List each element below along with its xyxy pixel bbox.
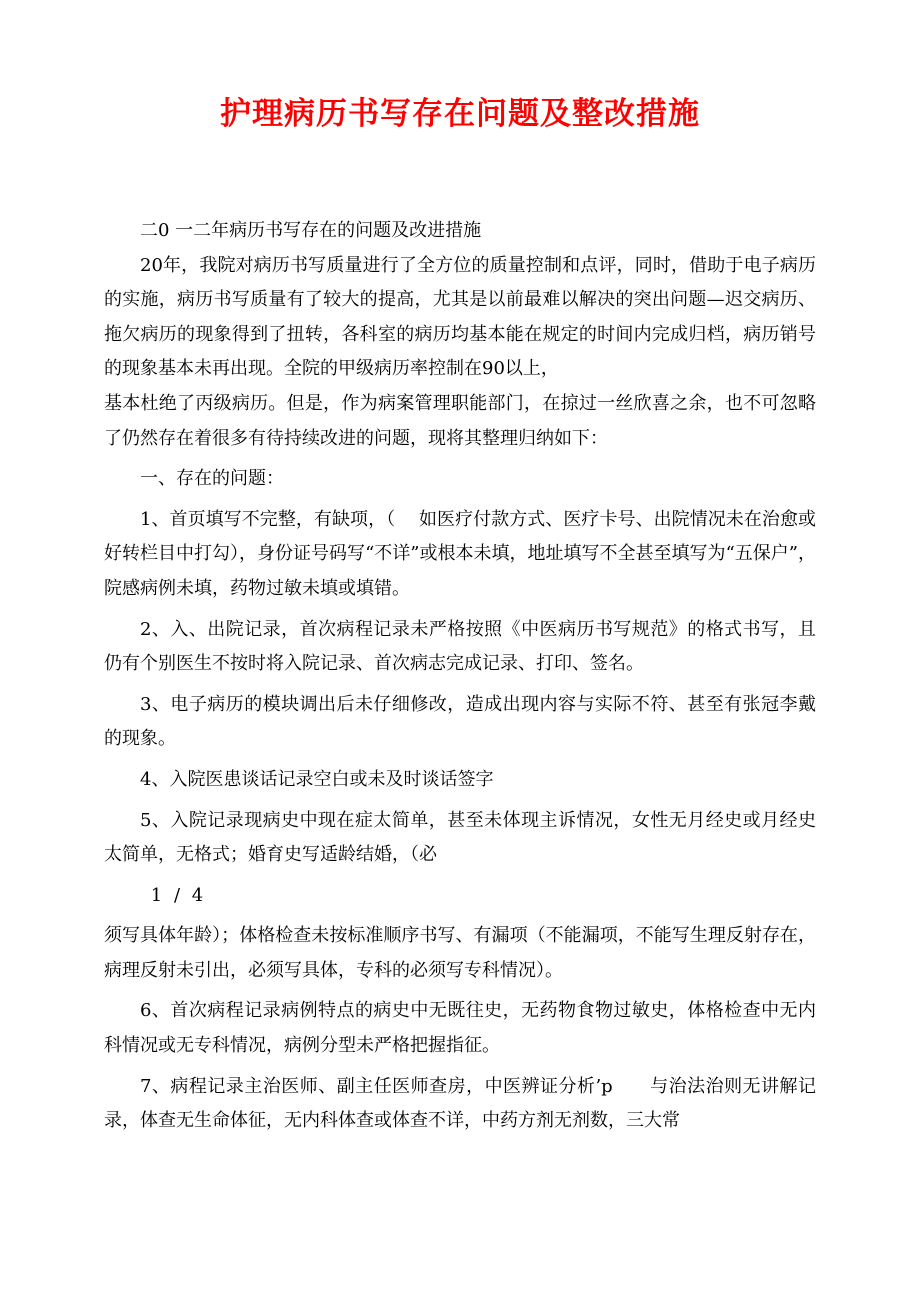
issue-item-3: 3、电子病历的模块调出后未仔细修改，造成出现内容与实际不符、甚至有张冠李戴的现象。 [104, 693, 816, 750]
subtitle-line: 二0 一二年病历书写存在的问题及改进措施 [140, 220, 482, 241]
issue-item-1: 1、首页填写不完整，有缺项，（ 如医疗付款方式、医疗卡号、出院情况未在治愈或好转栏目中打勾），身份证号码写“不详”或根本未填，地址填写不全甚至填写为“五保户”，院感病例未填，药物过敏未填或填错。 [104, 508, 816, 599]
issue-item-5: 5、入院记录现病史中现在症太简单，甚至未体现主诉情况，女性无月经史或月经史太简单，无格式；婚育史写适龄结婚，（必 [104, 809, 816, 866]
issue-item-5-continued: 须写具体年龄）；体格检查未按标准顺序书写、有漏项（不能漏项，不能写生理反射存在，病理反射未引出，必须写具体，专科的必须写专科情况）。 [104, 925, 816, 981]
document-title: 护理病历书写存在问题及整改措施 [220, 96, 700, 132]
section-heading: 一、存在的问题： [140, 468, 284, 490]
issue-item-6: 6、首次病程记录病例特点的病史中无既往史，无药物食物过敏史，体格检查中无内科情况或无专科情况，病例分型未严格把握指征。 [104, 1000, 816, 1057]
paragraph-intro-continued: 基本杜绝了丙级病历。但是，作为病案管理职能部门，在掠过一丝欣喜之余，也不可忽略了仍然存在着很多有待持续改进的问题，现将其整理归纳如下： [104, 392, 816, 449]
document-body [104, 214, 816, 1139]
issue-item-2: 2、入、出院记录，首次病程记录未严格按照《中医病历书写规范》的格式书写，且仍有个别医生不按时将入院记录、首次病志完成记录、打印、签名。 [104, 618, 816, 675]
issue-item-7: 7、病程记录主治医师、副主任医师查房，中医辨证分析’p 与治法治则无讲解记录，体查无生命体征，无内科体查或体查不详，中药方剂无剂数，三大常 [104, 1075, 816, 1132]
issue-item-4: 4、入院医患谈话记录空白或未及时谈话签字 [140, 768, 494, 790]
paragraph-intro: 20年，我院对病历书写质量进行了全方位的质量控制和点评，同时，借助于电子病历的实施，病历书写质量有了较大的提高，尤其是以前最难以解决的突出问题—迟交病历、拖欠病历的现象得到了扭转，各科室的病历均基本能在规定的时间内完成归档，病历销号的现象基本未再出现。全院的甲级病历率控制在90以上， [104, 254, 816, 380]
page-number: 1 / 4 [150, 884, 207, 906]
